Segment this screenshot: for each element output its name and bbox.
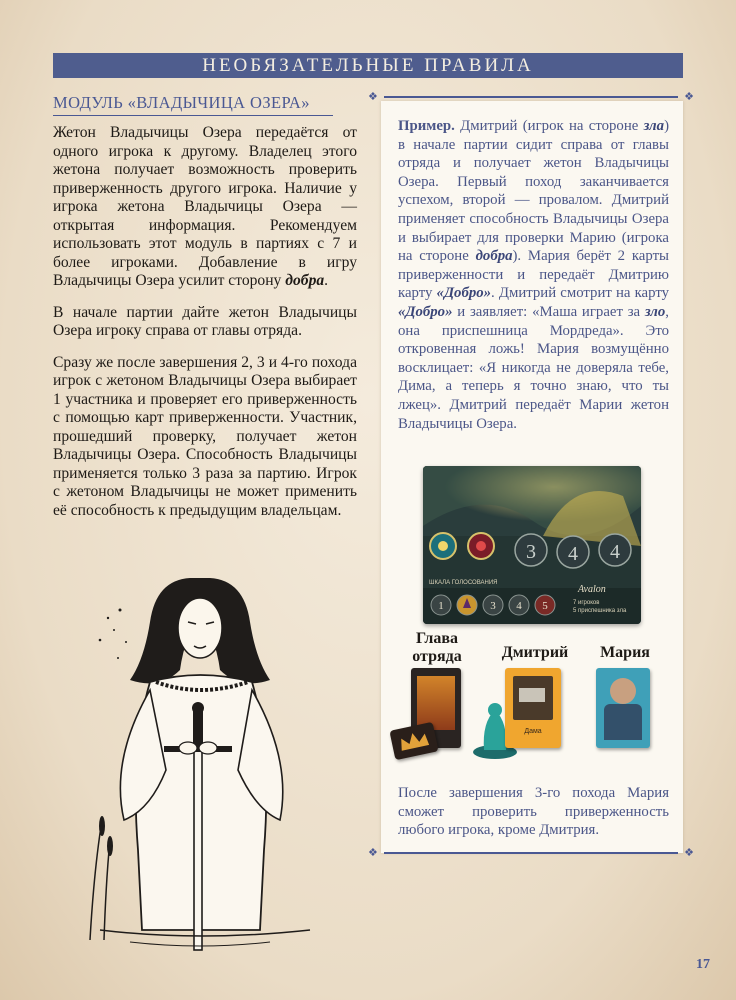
card-caption: Дама (524, 728, 542, 735)
ornament-right-icon: ❖ (684, 847, 694, 859)
board-art (423, 466, 641, 624)
board-track-label: ШКАЛА ГОЛОСОВАНИЯ (429, 580, 498, 586)
ornament-right-icon: ❖ (684, 91, 694, 103)
section-title: МОДУЛЬ «ВЛАДЫЧИЦА ОЗЕРА» (53, 93, 333, 116)
track-number: 5 (542, 600, 548, 612)
ornament-left-icon: ❖ (368, 91, 378, 103)
maria-card (596, 668, 650, 748)
page-number: 17 (696, 957, 710, 972)
track-number: 4 (516, 600, 522, 612)
rules-paragraph-2: В начале партии дайте жетон Владычицы Озера игроку справа от главы отряда. (53, 303, 357, 339)
lady-of-the-lake-illustration (60, 570, 350, 970)
board-side-note: 5 приспешника зла (573, 608, 627, 614)
dmitry-card (505, 668, 561, 748)
rules-column (53, 124, 357, 533)
rules-paragraph-3: Сразу же после завершения 2, 3 и 4-го похода игрок с жетоном Владычицы Озера выбирает 1 участника и проверяет его приверженность с помощью карт приверженности. Участник, прошедший проверку, получает жетон Владычицы Озера. Способность Владычицы применяется только 3 раза за партию. Игрок с жетоном Владычицы не может применить её способность к предыдущим владельцам. (53, 353, 357, 519)
board-quest-number: 4 (568, 543, 578, 565)
page-banner: НЕОБЯЗАТЕЛЬНЫЕ ПРАВИЛА (53, 53, 683, 78)
board-quest-number: 4 (610, 541, 620, 563)
ornament-bottom (368, 847, 694, 859)
rules-paragraph-1: Жетон Владычицы Озера передаётся от одного игрока к другому. Владелец этого жетона получает возможность проверить приверженность другого игрока. Наличие у игрока жетона Владычицы Озера — открытая информация. Рекомендуем использовать этот модуль в партиях с 7 и более игроками. Добавление в игру Владычицы Озера усилит сторону добра. (53, 124, 357, 289)
ornament-left-icon: ❖ (368, 847, 378, 859)
board-quest-number: 3 (526, 541, 536, 563)
label-dmitry: Дмитрий (501, 644, 569, 661)
example-text: Пример. Дмитрий (игрок на стороне зла) в начале партии сидит справа от главы отряда и получает жетон Владычицы Озера. Первый поход заканчивается успехом, второй — провалом. Дмитрий применяет способность Владычицы Озера и выбирает для проверки Марию (игрока на стороне добра). Мария берёт 2 карты приверженности и передаёт Дмитрию карту «Добро». Дмитрий смотрит на карту «Добро» и заявляет: «Маша играет за зло, она приспешница Мордреда». Это откровенная ложь! Мария возмущённо восклицает: «Я никогда не доверяла тебе, Дима, а теперь я точно знаю, что ты лжец». Дмитрий передаёт Марии жетон Владычицы Озера. (398, 118, 669, 432)
board-brand: Avalon (578, 584, 606, 595)
example-caption: После завершения 3-го похода Мария сможет проверить приверженность любого игрока, кроме Дмитрия. (398, 785, 669, 839)
track-number: 1 (438, 600, 444, 612)
label-leader: Глава отряда (412, 630, 462, 665)
label-maria: Мария (600, 644, 650, 661)
track-number: 3 (490, 600, 496, 612)
board-side-note: 7 игроков (573, 600, 600, 606)
game-board-image (423, 466, 641, 624)
